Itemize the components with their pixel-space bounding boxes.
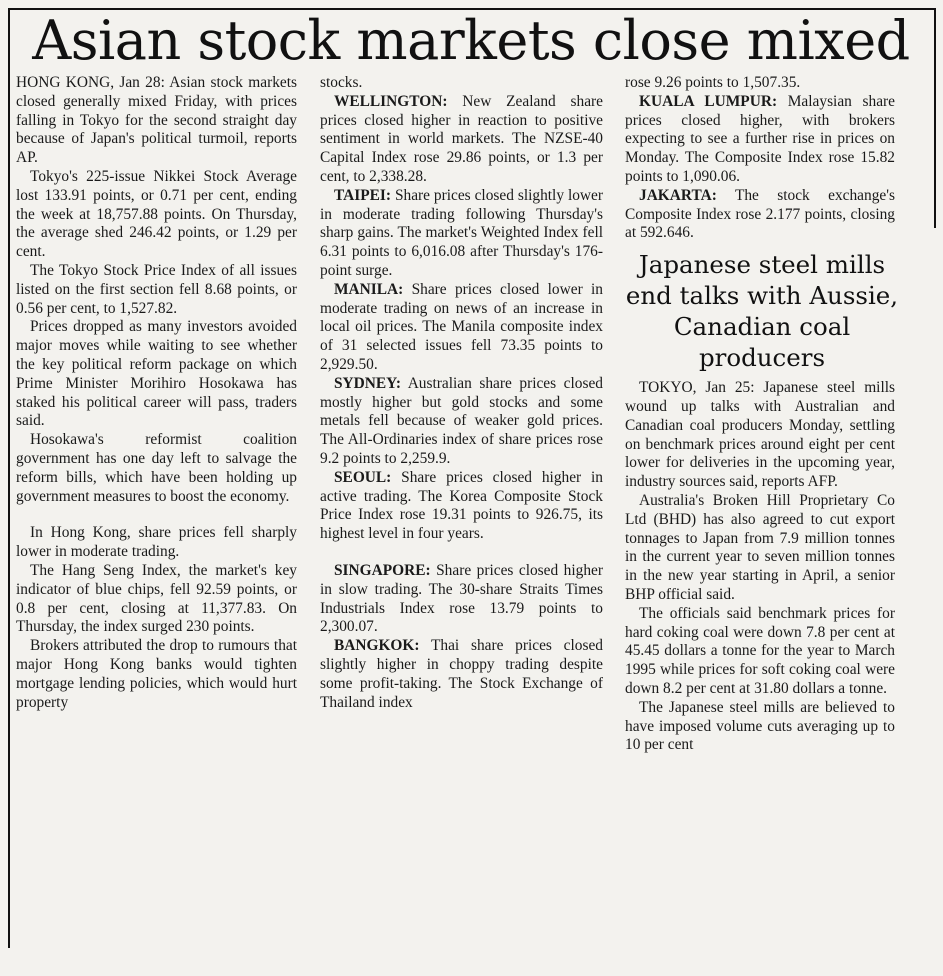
market-paragraph-sydney [320,375,603,469]
paragraph: stocks. [320,74,363,91]
market-paragraph-taipei [320,187,603,281]
market-paragraph-bangkok [320,637,603,712]
market-text: Share prices closed higher in slow trading. The 30-share Straits Times Industrials Index rose 13.79 points to 2,300.07. [320,561,603,636]
paragraph: Tokyo's 225-issue Nikkei Stock Average lost 133.91 points, or 0.71 per cent, ending the week at 18,757.88 points. On Thursday, the average shed 246.42 points, or 1.29 per cent. [16,167,297,261]
market-label: KUALA LUMPUR: [639,92,778,110]
market-text: Share prices closed lower in moderate trading on news of an increase in local oil prices. The Manila composite index of 31 selected issues fell 73.35 points to 2,929.50. [320,280,603,373]
market-paragraph-jakarta [625,187,895,243]
market-text: Thai share prices closed slightly higher in choppy trading despite some profit-taking. The Stock Exchange of Thailand index [320,637,603,711]
secondary-headline: Japanese steel mills end talks with Aussie, Canadian coal producers [625,250,899,373]
market-paragraph-kuala-lumpur [625,93,895,187]
paragraph: Prices dropped as many investors avoided major moves while waiting to see whether the key political reform package on which Prime Minister Morihiro Hosokawa has staked his political career will pass, traders said. [16,318,297,430]
market-text: New Zealand share prices closed higher in reaction to positive sentiment in world markets. The NZSE-40 Capital Index rose 29.86 points, or 1.3 per cent, to 2,338.28. [320,92,603,185]
market-label: SEOUL: [334,468,392,486]
market-label: BANGKOK: [334,637,420,655]
paragraph: Australia's Broken Hill Proprietary Co Ltd (BHD) has also agreed to cut export tonnages to Japan from 7.9 million tonnes in the current year to seven million tonnes in the new year starting in April, a senior BHP official said. [625,491,895,603]
market-text: Australian share prices closed mostly higher but gold stocks and some metals fell because of weaker gold prices. The All-Ordinaries index of share prices rose 9.2 points to 2,259.9. [320,374,603,467]
market-text: Share prices closed higher in active trading. The Korea Composite Stock Price Index rose 19.31 points to 926.75, its highest level in four years. [320,468,603,543]
left-border-rule [8,8,10,948]
paragraph-dateline: HONG KONG, Jan 28: Asian stock markets closed generally mixed Friday, with prices falling in Tokyo for the second straight day because of Japan's political turmoil, reports AP. [16,74,297,167]
market-paragraph-wellington [320,93,603,187]
market-label: WELLINGTON: [334,92,448,110]
market-paragraph-seoul [320,469,603,544]
paragraph: The Japanese steel mills are believed to have imposed volume cuts averaging up to 10 per cent [625,698,895,754]
market-label: TAIPEI: [334,186,392,204]
article-column-1 [16,74,297,712]
market-paragraph-manila [320,281,603,375]
article-column-3 [625,74,899,755]
paragraph: The Hang Seng Index, the market's key indicator of blue chips, fell 92.59 points, or 0.8 per cent, closing at 11,377.83. On Thursday, the index surged 230 points. [16,561,297,636]
market-label: JAKARTA: [639,186,717,204]
market-paragraph-singapore [320,562,603,637]
paragraph: The Tokyo Stock Price Index of all issues listed on the first section fell 8.68 points, or 0.56 per cent, to 1,527.82. [16,261,297,317]
market-text: Malaysian share prices closed higher, with brokers expecting to see a further rise in prices on Monday. The Composite Index rose 15.82 points to 1,090.06. [625,92,896,185]
paragraph: rose 9.26 points to 1,507.35. [625,74,801,91]
right-border-rule [934,8,936,228]
article-headline: Asian stock markets close mixed [32,9,910,72]
market-label: SYDNEY: [334,374,401,392]
article-column-2 [320,74,603,712]
paragraph-dateline: TOKYO, Jan 25: Japanese steel mills wound up talks with Australian and Canadian coal producers Monday, settling on benchmark prices around eight per cent lower for deliveries in the upcoming year, industry sources said, reports AFP. [625,379,895,491]
paragraph: Brokers attributed the drop to rumours that major Hong Kong banks would tighten mortgage lending policies, which would hurt property [16,637,297,711]
market-text: The stock exchange's Composite Index rose 2.177 points, closing at 592.646. [625,186,895,242]
paragraph: The officials said benchmark prices for hard coking coal were down 7.8 per cent at 45.45 dollars a tonne for the year to March 1995 while prices for soft coking coal were down 8.2 per cent at 31.80 dollars a tonne. [625,604,895,697]
market-label: SINGAPORE: [334,561,431,579]
market-text: Share prices closed slightly lower in moderate trading following Thursday's sharp gains. The market's Weighted Index fell 6.31 points to 6,016.08 after Thursday's 176-point surge. [320,186,603,279]
paragraph: Hosokawa's reformist coalition government has one day left to salvage the reform bills, which have been holding up government measures to boost the economy. [16,431,297,505]
market-label: MANILA: [334,280,404,298]
paragraph: In Hong Kong, share prices fell sharply lower in moderate trading. [16,524,297,561]
